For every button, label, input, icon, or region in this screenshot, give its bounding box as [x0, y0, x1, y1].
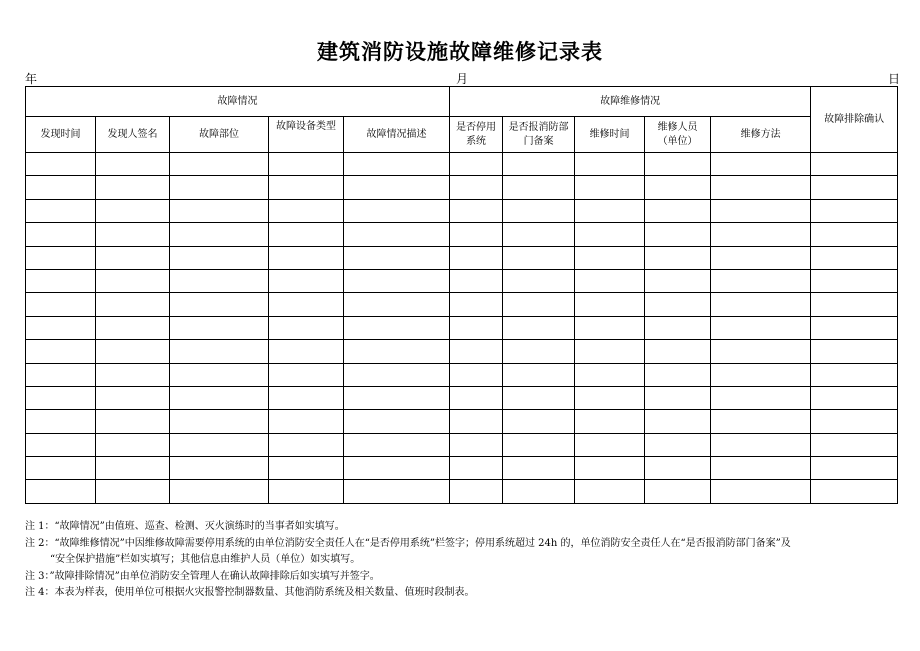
col-repair-person-line2: （单位）	[657, 135, 698, 147]
table-cell[interactable]	[96, 223, 170, 246]
col-repair-person-line1: 维修人员	[657, 121, 698, 133]
table-cell[interactable]	[645, 176, 711, 199]
note-2: 注 2：“故障维修情况”中因维修故障需要停用系统的由单位消防安全责任人在“是否停用系统”栏签字；停用系统超过 24h 的，单位消防安全责任人在“是否报消防部门备案”及	[25, 537, 791, 549]
table-cell[interactable]	[811, 316, 898, 339]
table-row	[26, 457, 898, 480]
table-cell[interactable]	[811, 223, 898, 246]
table-cell[interactable]	[711, 223, 811, 246]
table-cell[interactable]	[645, 363, 711, 386]
table-cell[interactable]	[170, 223, 269, 246]
table-cell[interactable]	[269, 457, 344, 480]
table-cell[interactable]	[450, 223, 503, 246]
table-cell[interactable]	[344, 480, 450, 503]
table-row	[26, 410, 898, 433]
table-cell[interactable]	[344, 363, 450, 386]
table-cell[interactable]	[575, 457, 645, 480]
table-cell[interactable]	[26, 410, 96, 433]
table-cell[interactable]	[645, 199, 711, 222]
table-cell[interactable]	[26, 176, 96, 199]
table-cell[interactable]	[645, 153, 711, 176]
table-cell[interactable]	[344, 386, 450, 409]
table-cell[interactable]	[811, 269, 898, 292]
table-cell[interactable]	[269, 153, 344, 176]
table-cell[interactable]	[711, 293, 811, 316]
table-cell[interactable]	[450, 153, 503, 176]
table-cell[interactable]	[503, 480, 575, 503]
table-cell[interactable]	[170, 199, 269, 222]
table-cell[interactable]	[450, 340, 503, 363]
table-cell[interactable]	[450, 316, 503, 339]
table-cell[interactable]	[645, 223, 711, 246]
repair-group-header: 故障维修情况	[450, 87, 811, 117]
table-cell[interactable]	[269, 340, 344, 363]
col-stop-system-line2: 系统	[466, 135, 487, 147]
table-row	[26, 269, 898, 292]
table-cell[interactable]	[96, 316, 170, 339]
table-cell[interactable]	[575, 153, 645, 176]
table-cell[interactable]	[575, 176, 645, 199]
table-cell[interactable]	[711, 269, 811, 292]
table-cell[interactable]	[575, 340, 645, 363]
table-cell[interactable]	[645, 386, 711, 409]
table-cell[interactable]	[711, 386, 811, 409]
table-cell[interactable]	[711, 433, 811, 456]
table-cell[interactable]	[503, 199, 575, 222]
note-1: 注 1：“故障情况”由值班、巡查、检测、灭火演练时的当事者如实填写。	[25, 521, 345, 532]
col-report-fire-dept-line1: 是否报消防部	[508, 121, 569, 133]
table-cell[interactable]	[811, 293, 898, 316]
table-cell[interactable]	[269, 223, 344, 246]
table-cell[interactable]	[645, 480, 711, 503]
table-cell[interactable]	[96, 269, 170, 292]
table-row	[26, 176, 898, 199]
table-cell[interactable]	[450, 293, 503, 316]
table-cell[interactable]	[344, 293, 450, 316]
table-cell[interactable]	[645, 293, 711, 316]
table-cell[interactable]	[26, 199, 96, 222]
table-cell[interactable]	[450, 363, 503, 386]
table-cell[interactable]	[170, 433, 269, 456]
col-equipment-type: 故障设备类型	[269, 117, 344, 153]
table-cell[interactable]	[269, 269, 344, 292]
note-4: 注 4：本表为样表，使用单位可根据火灾报警控制器数量、其他消防系统及相关数量、值班时段制表。	[25, 587, 475, 598]
table-cell[interactable]	[26, 480, 96, 503]
table-cell[interactable]	[503, 457, 575, 480]
table-cell[interactable]	[170, 246, 269, 269]
table-cell[interactable]	[26, 386, 96, 409]
table-row	[26, 199, 898, 222]
table-cell[interactable]	[170, 316, 269, 339]
table-cell[interactable]	[269, 293, 344, 316]
table-cell[interactable]	[645, 340, 711, 363]
table-cell[interactable]	[711, 457, 811, 480]
table-cell[interactable]	[96, 480, 170, 503]
table-cell[interactable]	[711, 363, 811, 386]
table-cell[interactable]	[575, 386, 645, 409]
table-cell[interactable]	[811, 410, 898, 433]
table-cell[interactable]	[503, 340, 575, 363]
table-cell[interactable]	[170, 293, 269, 316]
table-cell[interactable]	[811, 176, 898, 199]
table-cell[interactable]	[96, 246, 170, 269]
table-cell[interactable]	[503, 363, 575, 386]
note-3: 注 3：”故障排除情况”由单位消防安全管理人在确认故障排除后如实填写并签字。	[25, 570, 380, 582]
table-cell[interactable]	[450, 433, 503, 456]
table-row	[26, 293, 898, 316]
table-cell[interactable]	[811, 386, 898, 409]
col-finder-signature: 发现人签名	[96, 117, 170, 153]
col-repair-method: 维修方法	[711, 117, 811, 153]
table-cell[interactable]	[96, 386, 170, 409]
table-cell[interactable]	[344, 176, 450, 199]
table-cell[interactable]	[96, 340, 170, 363]
table-cell[interactable]	[503, 223, 575, 246]
table-cell[interactable]	[269, 433, 344, 456]
table-cell[interactable]	[269, 480, 344, 503]
col-repair-time: 维修时间	[575, 117, 645, 153]
table-cell[interactable]	[269, 199, 344, 222]
table-cell[interactable]	[269, 176, 344, 199]
table-cell[interactable]	[503, 316, 575, 339]
table-cell[interactable]	[26, 153, 96, 176]
table-cell[interactable]	[811, 480, 898, 503]
table-cell[interactable]	[503, 386, 575, 409]
table-row	[26, 223, 898, 246]
table-cell[interactable]	[711, 246, 811, 269]
table-cell[interactable]	[503, 246, 575, 269]
table-cell[interactable]	[96, 363, 170, 386]
table-cell[interactable]	[170, 269, 269, 292]
table-row	[26, 480, 898, 503]
col-repair-person	[645, 117, 711, 153]
table-cell[interactable]	[344, 246, 450, 269]
table-cell[interactable]	[170, 457, 269, 480]
table-cell[interactable]	[711, 153, 811, 176]
table-cell[interactable]	[503, 153, 575, 176]
table-cell[interactable]	[450, 480, 503, 503]
table-cell[interactable]	[170, 153, 269, 176]
table-cell[interactable]	[26, 223, 96, 246]
table-cell[interactable]	[170, 363, 269, 386]
table-cell[interactable]	[344, 457, 450, 480]
table-cell[interactable]	[96, 199, 170, 222]
table-cell[interactable]	[344, 433, 450, 456]
table-cell[interactable]	[645, 316, 711, 339]
table-cell[interactable]	[96, 457, 170, 480]
table-cell[interactable]	[811, 199, 898, 222]
table-cell[interactable]	[645, 246, 711, 269]
table-cell[interactable]	[503, 269, 575, 292]
table-cell[interactable]	[26, 433, 96, 456]
table-cell[interactable]	[26, 293, 96, 316]
table-cell[interactable]	[811, 457, 898, 480]
table-cell[interactable]	[96, 410, 170, 433]
table-cell[interactable]	[450, 246, 503, 269]
table-cell[interactable]	[645, 410, 711, 433]
table-cell[interactable]	[711, 176, 811, 199]
col-stop-system	[450, 117, 503, 153]
table-cell[interactable]	[269, 410, 344, 433]
table-cell[interactable]	[575, 433, 645, 456]
table-row	[26, 433, 898, 456]
page-title: 建筑消防设施故障维修记录表	[317, 39, 603, 64]
table-cell[interactable]	[811, 433, 898, 456]
date-day-label: 日	[887, 72, 900, 86]
table-cell[interactable]	[26, 316, 96, 339]
table-cell[interactable]	[711, 340, 811, 363]
table-cell[interactable]	[26, 269, 96, 292]
table-cell[interactable]	[450, 176, 503, 199]
col-fault-location: 故障部位	[170, 117, 269, 153]
table-cell[interactable]	[170, 410, 269, 433]
table-cell[interactable]	[711, 199, 811, 222]
table-cell[interactable]	[269, 246, 344, 269]
table-cell[interactable]	[503, 433, 575, 456]
note-2-continued: “安全保护措施”栏如实填写；其他信息由维护人员（单位）如实填写。	[50, 554, 361, 565]
date-line	[25, 70, 900, 86]
table-cell[interactable]	[645, 269, 711, 292]
table-cell[interactable]	[503, 176, 575, 199]
table-cell[interactable]	[575, 223, 645, 246]
date-year-label: 年	[25, 72, 38, 86]
table-row	[26, 363, 898, 386]
table-cell[interactable]	[575, 269, 645, 292]
table-cell[interactable]	[575, 316, 645, 339]
col-report-fire-dept	[503, 117, 575, 153]
table-cell[interactable]	[811, 340, 898, 363]
table-row	[26, 246, 898, 269]
table-cell[interactable]	[26, 457, 96, 480]
table-cell[interactable]	[96, 293, 170, 316]
table-cell[interactable]	[26, 363, 96, 386]
table-row	[26, 386, 898, 409]
table-cell[interactable]	[170, 480, 269, 503]
table-cell[interactable]	[450, 199, 503, 222]
table-cell[interactable]	[269, 316, 344, 339]
table-cell[interactable]	[575, 480, 645, 503]
table-cell[interactable]	[344, 199, 450, 222]
table-cell[interactable]	[269, 386, 344, 409]
notes	[25, 519, 900, 602]
table-cell[interactable]	[96, 153, 170, 176]
table-cell[interactable]	[575, 363, 645, 386]
table-cell[interactable]	[344, 340, 450, 363]
table-cell[interactable]	[26, 340, 96, 363]
table-cell[interactable]	[503, 293, 575, 316]
table-cell[interactable]	[96, 176, 170, 199]
table-cell[interactable]	[575, 293, 645, 316]
table-cell[interactable]	[269, 363, 344, 386]
table-cell[interactable]	[503, 410, 575, 433]
table-cell[interactable]	[344, 316, 450, 339]
table-cell[interactable]	[450, 386, 503, 409]
table-cell[interactable]	[811, 153, 898, 176]
table-row	[26, 153, 898, 176]
table-cell[interactable]	[26, 246, 96, 269]
date-month-label: 月	[456, 72, 469, 86]
table-cell[interactable]	[811, 363, 898, 386]
confirm-header: 故障排除确认	[811, 87, 898, 153]
table-cell[interactable]	[575, 199, 645, 222]
fault-group-header: 故障情况	[26, 87, 450, 117]
col-report-fire-dept-line2: 门备案	[523, 135, 554, 147]
repair-record-table	[25, 86, 898, 504]
table-cell[interactable]	[450, 410, 503, 433]
table-cell[interactable]	[344, 223, 450, 246]
col-stop-system-line1: 是否停用	[456, 121, 497, 133]
table-cell[interactable]	[344, 410, 450, 433]
table-cell[interactable]	[170, 340, 269, 363]
table-cell[interactable]	[96, 433, 170, 456]
table-cell[interactable]	[645, 433, 711, 456]
table-cell[interactable]	[344, 269, 450, 292]
table-row	[26, 316, 898, 339]
col-fault-description: 故障情况描述	[344, 117, 450, 153]
table-row	[26, 340, 898, 363]
col-found-time: 发现时间	[26, 117, 96, 153]
table-cell[interactable]	[711, 410, 811, 433]
table-cell[interactable]	[711, 316, 811, 339]
table-cell[interactable]	[344, 153, 450, 176]
table-cell[interactable]	[811, 246, 898, 269]
table-cell[interactable]	[450, 269, 503, 292]
table-cell[interactable]	[645, 457, 711, 480]
table-cell[interactable]	[450, 457, 503, 480]
table-cell[interactable]	[575, 246, 645, 269]
table-cell[interactable]	[170, 386, 269, 409]
table-cell[interactable]	[170, 176, 269, 199]
table-cell[interactable]	[711, 480, 811, 503]
table-cell[interactable]	[575, 410, 645, 433]
